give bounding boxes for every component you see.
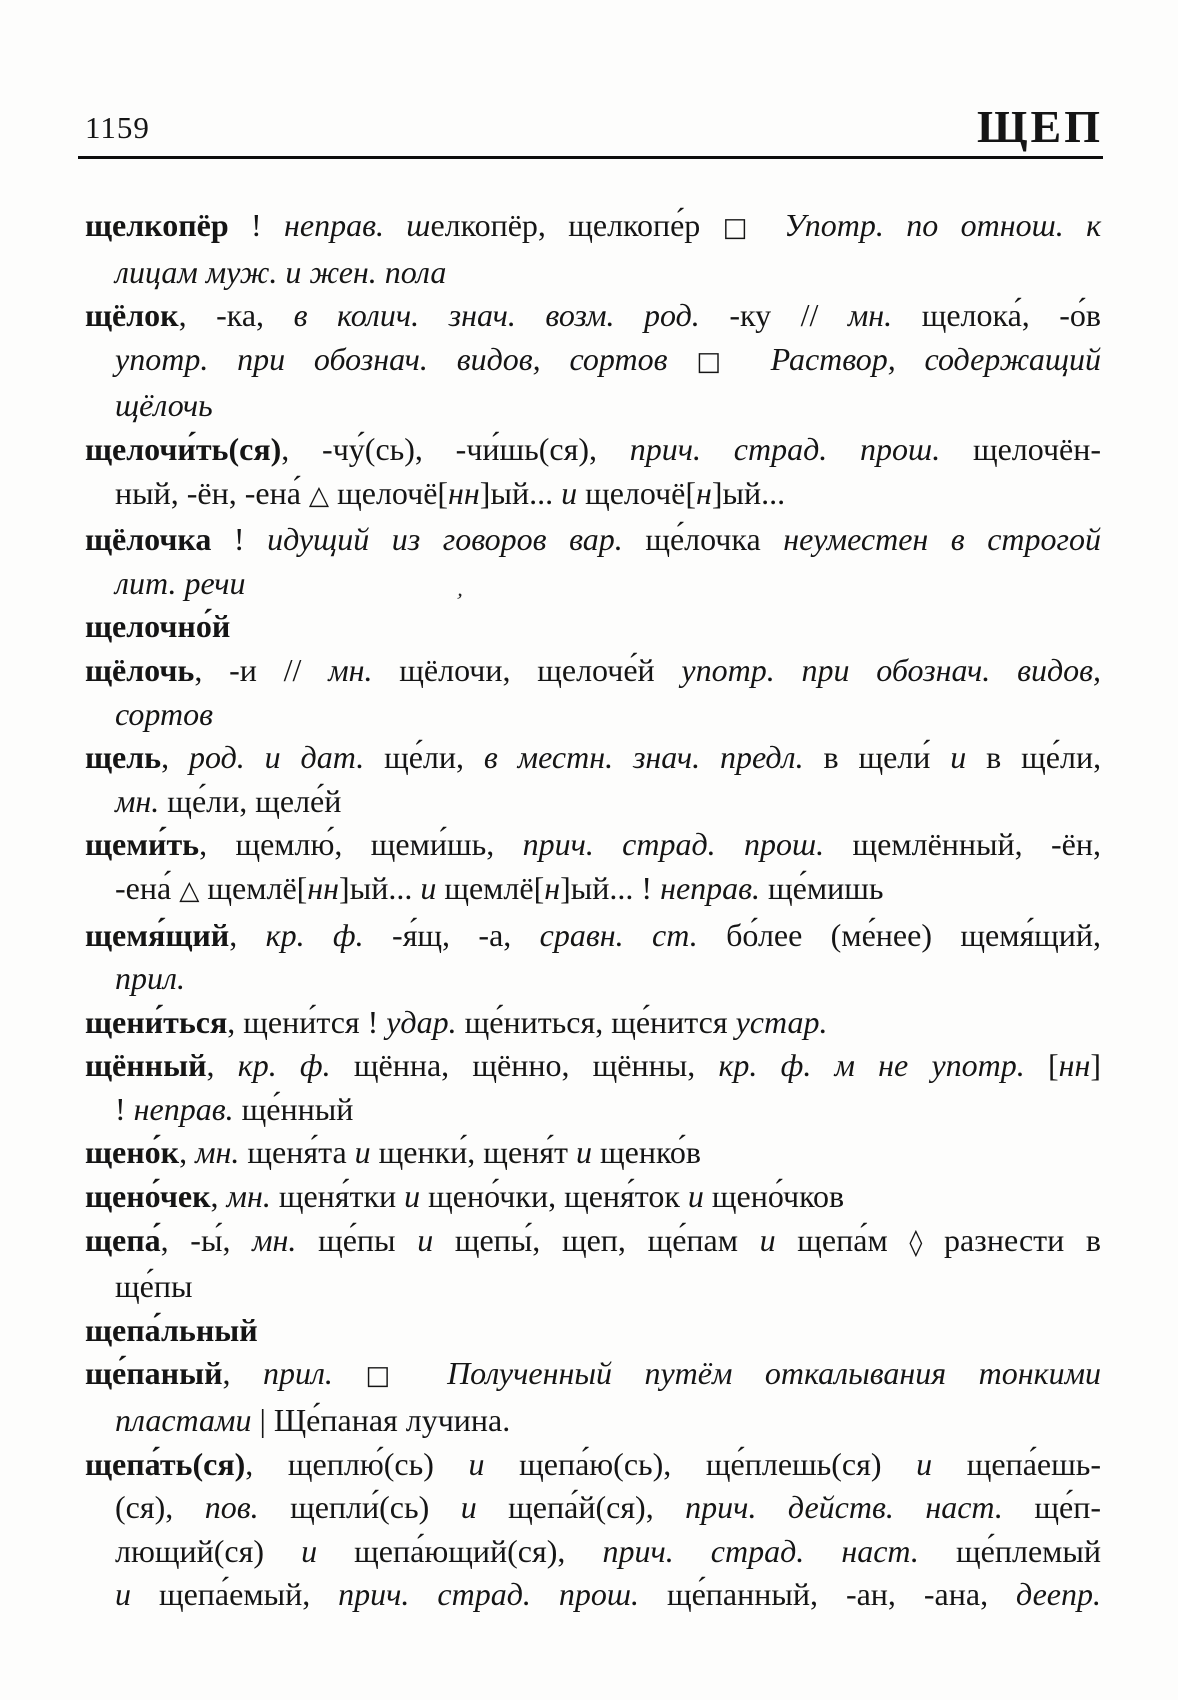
- text-segment: ,: [161, 739, 189, 776]
- headword: щелочи́ть(ся): [85, 430, 282, 467]
- text-segment: -я́щ, -а,: [392, 916, 540, 953]
- entry-line: [85, 472, 1101, 519]
- entry-line: [85, 1175, 1101, 1219]
- text-segment: ще́нный: [241, 1090, 354, 1127]
- dictionary-entry: [85, 914, 1101, 1001]
- text-segment: щепа́ющий(ся),: [317, 1532, 603, 1569]
- entry-line: [85, 1044, 1101, 1088]
- entry-line: [85, 428, 1101, 472]
- page-header: [85, 100, 1103, 152]
- text-segment: бо́лее (ме́нее) щемя́щий,: [726, 916, 1102, 953]
- text-segment: пластами: [115, 1402, 260, 1439]
- headword: щено́к: [85, 1134, 180, 1171]
- text-segment: щепа́ю(сь), ще́плешь(ся): [484, 1445, 917, 1482]
- text-segment: прил.: [262, 1355, 366, 1392]
- text-segment: неправ.: [660, 869, 769, 906]
- text-segment: идущий из говоров вар.: [267, 521, 646, 558]
- entry-line: [85, 518, 1101, 562]
- headword: щемя́щий: [85, 916, 230, 953]
- entry-line: [85, 823, 1101, 867]
- entry-line: [85, 1530, 1101, 1574]
- text-segment: разнести в: [922, 1221, 1102, 1258]
- text-segment: ще́племый: [956, 1532, 1102, 1569]
- entry-line: [85, 562, 1101, 606]
- text-segment: ,: [179, 1134, 196, 1171]
- text-segment: ще́п-: [1034, 1489, 1102, 1526]
- text-segment: ный, -ён, -ена́: [115, 474, 309, 511]
- text-segment: мн.: [226, 1178, 279, 1215]
- entry-line: [85, 1443, 1101, 1487]
- dictionary-entry: [85, 605, 1101, 649]
- text-segment: щелочё[: [329, 474, 449, 511]
- entry-line: [85, 1486, 1101, 1530]
- text-segment: ще́ли, щеле́й: [167, 782, 342, 819]
- text-segment: , -и //: [194, 651, 329, 688]
- entry-line: [85, 1573, 1101, 1617]
- entry-line: [85, 1265, 1101, 1309]
- text-segment: щённа, щённо, щённы,: [353, 1047, 719, 1084]
- text-segment: ,: [222, 1355, 263, 1392]
- text-segment: кр. ф.: [265, 916, 393, 953]
- text-segment: ,: [206, 1047, 238, 1084]
- text-segment: щёлочи, щелоче́й: [399, 651, 682, 688]
- text-segment: ще́мишь: [768, 869, 884, 906]
- headword: щёлочь: [85, 651, 195, 688]
- entry-line: [85, 736, 1101, 780]
- text-segment: ще́ниться, ще́нится: [464, 1003, 736, 1040]
- text-segment: ]ый...: [339, 869, 421, 906]
- text-segment: ]ый...: [479, 474, 562, 511]
- entry-line: [85, 914, 1101, 958]
- text-segment: и: [404, 1178, 421, 1215]
- headword: щелкопёр: [85, 207, 229, 243]
- text-segment: ,: [210, 1178, 227, 1215]
- headword: щепа́ть(ся): [85, 1445, 246, 1482]
- entry-line: [85, 384, 1101, 428]
- text-segment: и: [301, 1532, 318, 1569]
- text-segment: Употр. по отнош. к: [761, 207, 1102, 243]
- text-segment: и: [115, 1576, 131, 1613]
- text-segment: [: [1047, 1047, 1059, 1084]
- text-segment: !: [115, 1090, 134, 1127]
- text-segment: лит. речи: [115, 564, 246, 601]
- text-segment: лицам муж. и жен. пола: [115, 253, 447, 290]
- text-segment: кр. ф.: [237, 1047, 354, 1084]
- text-segment: кр. ф. м не употр.: [718, 1047, 1048, 1084]
- text-segment: щёлочь: [115, 387, 213, 424]
- text-segment: и: [575, 1134, 592, 1171]
- text-segment: и: [687, 1178, 704, 1215]
- text-segment: ще́ли,: [384, 739, 484, 776]
- text-segment: щепы́, щеп, ще́пам: [433, 1221, 760, 1258]
- entry-line: [85, 338, 1101, 385]
- text-segment: мн.: [195, 1134, 248, 1171]
- entry-line: [85, 957, 1101, 1001]
- headword: щепа́льный: [85, 1311, 258, 1348]
- text-segment: | Ще́паная лучина.: [259, 1402, 511, 1439]
- headword: ще́паный: [85, 1355, 223, 1392]
- dictionary-entry: [85, 294, 1101, 428]
- text-segment: ]ый...: [711, 474, 786, 511]
- headword: щепа́: [85, 1221, 161, 1258]
- entry-line: [85, 204, 1101, 251]
- text-segment: н: [544, 869, 561, 906]
- dictionary-entry: [85, 1175, 1101, 1219]
- marker-symbol: □: [365, 1361, 415, 1392]
- text-segment: щепа́ешь-: [932, 1445, 1102, 1482]
- marker-symbol: □: [722, 213, 762, 243]
- text-segment: и: [354, 1134, 371, 1171]
- page-number: 1159: [85, 110, 150, 145]
- text-segment: , щеплю́(сь): [245, 1445, 469, 1482]
- dictionary-entry: [85, 1131, 1101, 1175]
- text-segment: ]ый... !: [560, 869, 661, 906]
- text-segment: употр. при обознач. видов,: [681, 651, 1102, 688]
- headword: щено́чек: [85, 1178, 211, 1215]
- text-segment: мн.: [328, 651, 400, 688]
- headword: щённый: [85, 1047, 207, 1084]
- text-segment: и: [460, 1489, 477, 1526]
- entry-line: [85, 294, 1101, 338]
- marker-symbol: △: [179, 875, 200, 906]
- entries: [85, 204, 1101, 1617]
- text-segment: Раствор, содержащий: [741, 340, 1102, 377]
- headword: щёлок: [85, 297, 179, 334]
- text-segment: неправ.: [133, 1090, 242, 1127]
- header-rule: [78, 156, 1103, 159]
- text-segment: щено́чки, щеня́ток: [420, 1178, 688, 1215]
- text-segment: щепли́(сь): [290, 1489, 461, 1526]
- text-segment: удар.: [386, 1003, 465, 1040]
- text-segment: , -чу́(сь), -чи́шь(ся),: [281, 430, 630, 467]
- entry-line: [85, 780, 1101, 824]
- text-segment: , щемлю́, щеми́шь,: [199, 826, 523, 863]
- text-segment: мн.: [252, 1221, 319, 1258]
- text-segment: ще́пы: [115, 1268, 193, 1305]
- text-segment: нн: [1058, 1047, 1091, 1084]
- dictionary-entry: [85, 1352, 1101, 1442]
- text-segment: в щели́: [823, 739, 951, 776]
- dictionary-entry: [85, 1001, 1101, 1045]
- marker-symbol: ◊: [909, 1227, 923, 1258]
- text-segment: щеня́тки: [278, 1178, 405, 1215]
- headword: щёлочка: [85, 521, 212, 558]
- text-segment: н: [696, 474, 712, 511]
- text-segment: !: [211, 521, 268, 558]
- text-segment: щемлё[: [436, 869, 545, 906]
- text-segment: щелока́, -о́в: [921, 297, 1102, 334]
- entry-line: [85, 251, 1101, 295]
- text-segment: прич. страд. прош.: [522, 826, 853, 863]
- text-segment: и: [561, 474, 578, 511]
- text-segment: ще́лочка: [645, 521, 784, 558]
- text-segment: и: [420, 869, 437, 906]
- entry-line: [85, 693, 1101, 737]
- text-segment: деепр.: [1016, 1576, 1101, 1613]
- text-segment: щепа́емый,: [131, 1576, 339, 1613]
- entry-line: [85, 1352, 1101, 1399]
- text-segment: устар.: [735, 1003, 828, 1040]
- dictionary-entry: [85, 1219, 1101, 1309]
- dictionary-entry: [85, 649, 1101, 736]
- text-segment: ще́пы: [318, 1221, 418, 1258]
- text-segment: и: [759, 1221, 776, 1258]
- text-segment: ,: [229, 916, 266, 953]
- entry-line: [85, 1219, 1101, 1266]
- headword: щелочно́й: [85, 608, 231, 645]
- marker-symbol: △: [308, 480, 330, 511]
- text-segment: (ся),: [115, 1489, 205, 1526]
- entry-line: [85, 1088, 1101, 1132]
- marker-symbol: □: [696, 346, 742, 377]
- text-segment: прич. страд. наст.: [602, 1532, 957, 1569]
- text-segment: нн: [448, 474, 480, 511]
- text-segment: , -ка,: [178, 297, 294, 334]
- text-segment: щемлё[: [199, 869, 308, 906]
- text-segment: и: [417, 1221, 434, 1258]
- dictionary-entry: [85, 518, 1101, 605]
- text-segment: мн.: [115, 782, 168, 819]
- guide-word: ЩЕП: [977, 101, 1103, 152]
- text-segment: Полученный путём откалывания тонкими: [414, 1355, 1102, 1392]
- text-segment: в местн. знач. предл.: [483, 739, 824, 776]
- text-segment: мн.: [847, 297, 922, 334]
- text-segment: прич. страд. прош.: [629, 430, 973, 467]
- headword: щель: [85, 739, 162, 776]
- text-segment: , щени́тся !: [227, 1003, 387, 1040]
- dictionary-entry: [85, 823, 1101, 913]
- dictionary-entry: [85, 1044, 1101, 1131]
- text-segment: сортов: [115, 695, 213, 732]
- text-segment: щенки́, щеня́т: [370, 1134, 576, 1171]
- headword: щеми́ть: [85, 826, 200, 863]
- scan-artifact: ʼ: [452, 587, 465, 614]
- text-segment: прич. действ. наст.: [685, 1489, 1035, 1526]
- text-segment: щемлённый, -ён,: [852, 826, 1102, 863]
- text-segment: род. и дат.: [188, 739, 385, 776]
- entry-line: [85, 867, 1101, 914]
- text-segment: прил.: [115, 960, 185, 997]
- text-segment: лющий(ся): [115, 1532, 302, 1569]
- text-segment: и: [950, 739, 967, 776]
- text-segment: ]: [1090, 1047, 1102, 1084]
- dictionary-entry: [85, 428, 1101, 518]
- headword: щени́ться: [85, 1003, 228, 1040]
- entry-line: [85, 1399, 1101, 1443]
- entry-line: [85, 1001, 1101, 1045]
- text-segment: и: [468, 1445, 485, 1482]
- text-segment: неправ. ш: [283, 207, 431, 243]
- text-segment: щепа́й(ся),: [476, 1489, 686, 1526]
- text-segment: нн: [307, 869, 340, 906]
- dictionary-entry: [85, 736, 1101, 823]
- text-segment: щено́чков: [703, 1178, 845, 1215]
- text-segment: и: [916, 1445, 933, 1482]
- text-segment: в ще́ли,: [966, 739, 1102, 776]
- text-segment: в колич. знач. возм. род.: [293, 297, 730, 334]
- text-segment: -ена́: [115, 869, 180, 906]
- text-segment: щелочён-: [972, 430, 1102, 467]
- text-segment: щелочё[: [577, 474, 697, 511]
- text-segment: пов.: [204, 1489, 291, 1526]
- text-segment: щенко́в: [591, 1134, 701, 1171]
- text-segment: неуместен в строгой: [783, 521, 1102, 558]
- text-segment: ще́панный, -ан, -ана,: [666, 1576, 1017, 1613]
- text-segment: !: [228, 207, 284, 243]
- text-segment: прич. страд. прош.: [338, 1576, 667, 1613]
- text-segment: , -ы́,: [160, 1221, 253, 1258]
- entry-line: [85, 649, 1101, 693]
- text-segment: щеня́та: [247, 1134, 355, 1171]
- dictionary-entry: [85, 1309, 1101, 1353]
- dictionary-entry: [85, 1443, 1101, 1617]
- dictionary-entry: [85, 204, 1101, 294]
- text-segment: употр. при обознач. видов, сортов: [115, 340, 697, 377]
- text-segment: сравн. ст.: [539, 916, 727, 953]
- entry-line: [85, 605, 1101, 649]
- text-segment: -ку //: [729, 297, 848, 334]
- text-segment: щепа́м: [775, 1221, 910, 1258]
- text-segment: елкопёр, щелкопе́р: [430, 207, 723, 243]
- entry-line: [85, 1309, 1101, 1353]
- entry-line: [85, 1131, 1101, 1175]
